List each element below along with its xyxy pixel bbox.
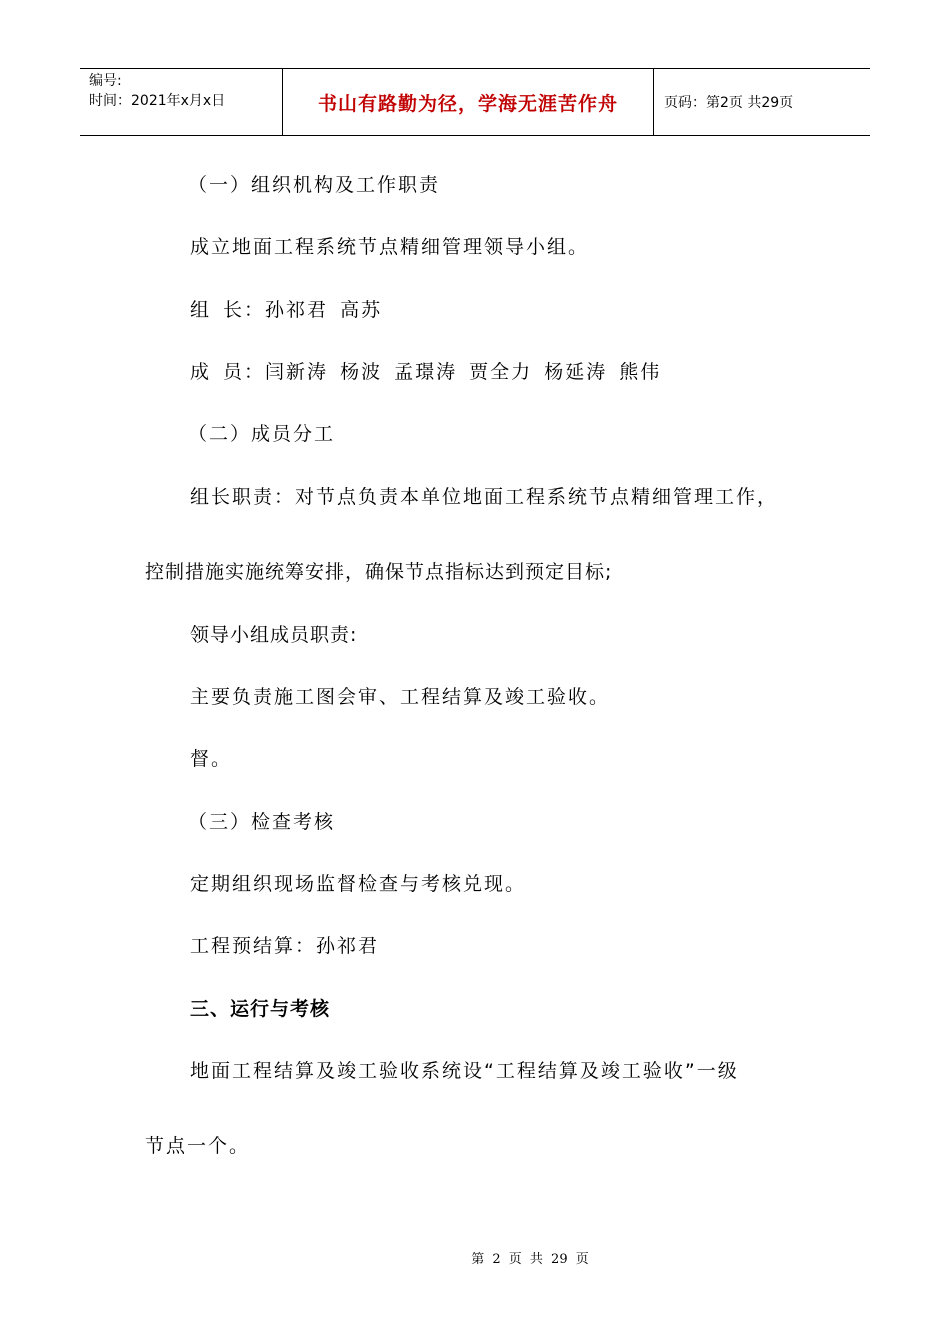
section-heading-division: （二）成员分工 — [188, 423, 336, 445]
header-motto-cell — [282, 69, 654, 135]
paragraph-line-members: 成 员：闫新涛 杨波 孟璟涛 贾全力 杨延涛 熊伟 — [190, 361, 662, 383]
document-time-label: 时间：2021年x月x日 — [89, 93, 226, 109]
header-meta-cell — [80, 69, 282, 135]
paragraph-line: 领导小组成员职责: — [190, 624, 358, 646]
page-header — [80, 68, 870, 136]
paragraph-line: 组长职责：对节点负责本单位地面工程系统节点精细管理工作， — [190, 486, 779, 508]
document-code-label: 编号: — [89, 73, 122, 89]
paragraph-line: 控制措施实施统筹安排，确保节点指标达到预定目标; — [145, 561, 613, 583]
paragraph-line: 节点一个。 — [145, 1135, 251, 1157]
header-page-info: 页码：第2页 共29页 — [664, 95, 794, 111]
page-footer — [0, 1248, 950, 1267]
header-page-cell — [654, 69, 870, 135]
paragraph-line: 主要负责施工图会审、工程结算及竣工验收。 — [190, 686, 611, 708]
paragraph-line: 地面工程结算及竣工验收系统设“工程结算及竣工验收”一级 — [190, 1060, 739, 1082]
paragraph-line: 工程预结算：孙祁君 — [190, 935, 380, 957]
footer-page-number: 第 2 页 共 29 页 — [471, 1252, 589, 1267]
paragraph-line: 成立地面工程系统节点精细管理领导小组。 — [190, 236, 590, 258]
section-heading-organization: （一）组织机构及工作职责 — [188, 174, 441, 196]
paragraph-line-leader: 组 长：孙祁君 高苏 — [190, 299, 383, 321]
paragraph-line: 督。 — [190, 748, 233, 770]
paragraph-line: 定期组织现场监督检查与考核兑现。 — [190, 873, 527, 895]
header-motto: 书山有路勤为径，学海无涯苦作舟 — [317, 92, 618, 115]
section-heading-inspection: （三）检查考核 — [188, 811, 336, 833]
section-heading-operation: 三、运行与考核 — [190, 998, 331, 1020]
